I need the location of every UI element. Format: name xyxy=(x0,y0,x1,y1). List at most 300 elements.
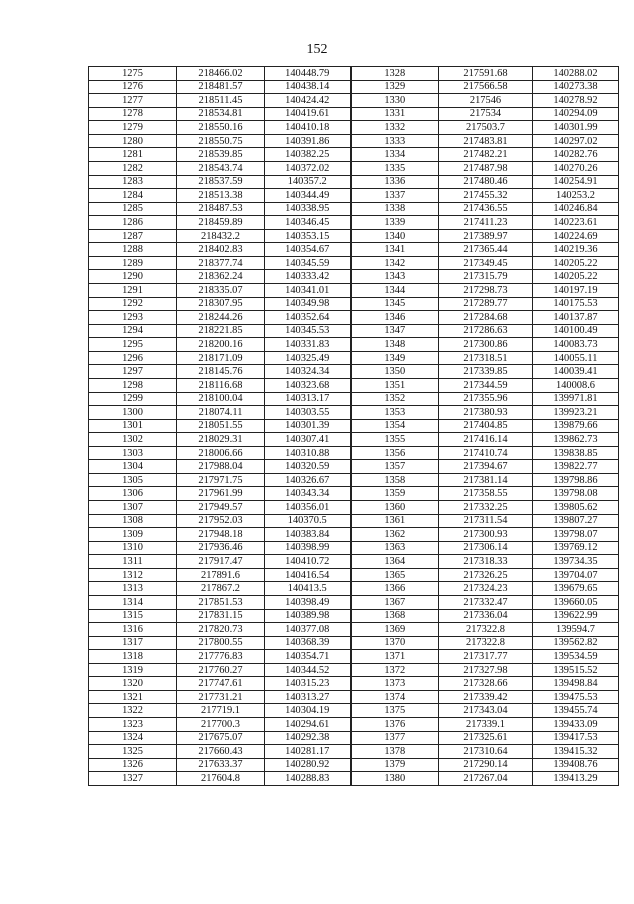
cell-x-coordinate: 217325.61 xyxy=(439,731,533,745)
cell-x-coordinate: 218335.07 xyxy=(177,284,265,298)
cell-point-number: 1307 xyxy=(89,501,177,515)
cell-x-coordinate: 217820.73 xyxy=(177,623,265,637)
cell-x-coordinate: 218513.38 xyxy=(177,189,265,203)
cell-y-coordinate: 140424.42 xyxy=(265,94,351,108)
cell-x-coordinate: 217343.04 xyxy=(439,704,533,718)
cell-y-coordinate: 140313.17 xyxy=(265,392,351,406)
cell-point-number: 1355 xyxy=(351,433,439,447)
cell-x-coordinate: 217675.07 xyxy=(177,731,265,745)
cell-point-number: 1373 xyxy=(351,677,439,691)
cell-x-coordinate: 217389.97 xyxy=(439,229,533,243)
cell-x-coordinate: 217381.14 xyxy=(439,473,533,487)
table-row xyxy=(89,433,619,447)
cell-x-coordinate: 217365.44 xyxy=(439,243,533,257)
cell-y-coordinate: 140368.39 xyxy=(265,636,351,650)
cell-point-number: 1325 xyxy=(89,745,177,759)
cell-point-number: 1365 xyxy=(351,568,439,582)
cell-y-coordinate: 139498.84 xyxy=(533,677,619,691)
cell-x-coordinate: 217480.46 xyxy=(439,175,533,189)
cell-y-coordinate: 139408.76 xyxy=(533,758,619,772)
cell-y-coordinate: 139594.7 xyxy=(533,623,619,637)
cell-x-coordinate: 217286.63 xyxy=(439,324,533,338)
cell-point-number: 1353 xyxy=(351,406,439,420)
cell-y-coordinate: 140039.41 xyxy=(533,365,619,379)
cell-x-coordinate: 217416.14 xyxy=(439,433,533,447)
cell-y-coordinate: 140197.19 xyxy=(533,284,619,298)
cell-y-coordinate: 140278.92 xyxy=(533,94,619,108)
cell-point-number: 1282 xyxy=(89,161,177,175)
table-row xyxy=(89,121,619,135)
table-row xyxy=(89,134,619,148)
cell-y-coordinate: 140307.41 xyxy=(265,433,351,447)
cell-y-coordinate: 139838.85 xyxy=(533,446,619,460)
cell-x-coordinate: 217318.33 xyxy=(439,555,533,569)
cell-point-number: 1301 xyxy=(89,419,177,433)
cell-point-number: 1300 xyxy=(89,406,177,420)
cell-y-coordinate: 140246.84 xyxy=(533,202,619,216)
cell-y-coordinate: 140410.72 xyxy=(265,555,351,569)
cell-x-coordinate: 218534.81 xyxy=(177,107,265,121)
cell-x-coordinate: 217867.2 xyxy=(177,582,265,596)
table-row xyxy=(89,623,619,637)
cell-point-number: 1366 xyxy=(351,582,439,596)
cell-y-coordinate: 140270.26 xyxy=(533,161,619,175)
cell-y-coordinate: 140326.67 xyxy=(265,473,351,487)
cell-y-coordinate: 140219.36 xyxy=(533,243,619,257)
table-row xyxy=(89,94,619,108)
table-row xyxy=(89,311,619,325)
cell-y-coordinate: 140304.19 xyxy=(265,704,351,718)
cell-y-coordinate: 140391.86 xyxy=(265,134,351,148)
cell-point-number: 1294 xyxy=(89,324,177,338)
table-row xyxy=(89,718,619,732)
cell-y-coordinate: 139805.62 xyxy=(533,501,619,515)
cell-x-coordinate: 218402.83 xyxy=(177,243,265,257)
cell-point-number: 1312 xyxy=(89,568,177,582)
cell-x-coordinate: 217318.51 xyxy=(439,351,533,365)
table-row xyxy=(89,731,619,745)
cell-x-coordinate: 217289.77 xyxy=(439,297,533,311)
cell-y-coordinate: 140344.52 xyxy=(265,663,351,677)
cell-x-coordinate: 218145.76 xyxy=(177,365,265,379)
cell-x-coordinate: 218487.53 xyxy=(177,202,265,216)
cell-y-coordinate: 140083.73 xyxy=(533,338,619,352)
cell-y-coordinate: 140341.01 xyxy=(265,284,351,298)
table-row xyxy=(89,541,619,555)
cell-point-number: 1324 xyxy=(89,731,177,745)
cell-point-number: 1344 xyxy=(351,284,439,298)
cell-point-number: 1371 xyxy=(351,650,439,664)
cell-point-number: 1290 xyxy=(89,270,177,284)
cell-y-coordinate: 140356.01 xyxy=(265,501,351,515)
cell-y-coordinate: 140346.45 xyxy=(265,216,351,230)
coordinates-table xyxy=(88,66,619,786)
table-row xyxy=(89,148,619,162)
table-row xyxy=(89,758,619,772)
cell-point-number: 1322 xyxy=(89,704,177,718)
cell-point-number: 1340 xyxy=(351,229,439,243)
cell-point-number: 1284 xyxy=(89,189,177,203)
cell-y-coordinate: 139475.53 xyxy=(533,690,619,704)
cell-y-coordinate: 139704.07 xyxy=(533,568,619,582)
cell-x-coordinate: 218550.16 xyxy=(177,121,265,135)
cell-y-coordinate: 139798.86 xyxy=(533,473,619,487)
cell-point-number: 1309 xyxy=(89,528,177,542)
table-row xyxy=(89,704,619,718)
cell-x-coordinate: 217411.23 xyxy=(439,216,533,230)
cell-point-number: 1296 xyxy=(89,351,177,365)
cell-y-coordinate: 140301.39 xyxy=(265,419,351,433)
cell-y-coordinate: 140354.67 xyxy=(265,243,351,257)
cell-point-number: 1315 xyxy=(89,609,177,623)
cell-point-number: 1354 xyxy=(351,419,439,433)
cell-point-number: 1343 xyxy=(351,270,439,284)
table-row xyxy=(89,528,619,542)
cell-y-coordinate: 140338.95 xyxy=(265,202,351,216)
cell-point-number: 1367 xyxy=(351,595,439,609)
cell-y-coordinate: 140008.6 xyxy=(533,378,619,392)
cell-point-number: 1345 xyxy=(351,297,439,311)
cell-y-coordinate: 140389.98 xyxy=(265,609,351,623)
cell-point-number: 1334 xyxy=(351,148,439,162)
table-row xyxy=(89,446,619,460)
cell-y-coordinate: 139807.27 xyxy=(533,514,619,528)
cell-y-coordinate: 140419.61 xyxy=(265,107,351,121)
table-row xyxy=(89,229,619,243)
cell-y-coordinate: 140382.25 xyxy=(265,148,351,162)
cell-x-coordinate: 218466.02 xyxy=(177,67,265,81)
cell-point-number: 1291 xyxy=(89,284,177,298)
cell-x-coordinate: 217503.7 xyxy=(439,121,533,135)
cell-y-coordinate: 140301.99 xyxy=(533,121,619,135)
cell-y-coordinate: 140100.49 xyxy=(533,324,619,338)
cell-y-coordinate: 140310.88 xyxy=(265,446,351,460)
cell-x-coordinate: 218074.11 xyxy=(177,406,265,420)
cell-x-coordinate: 217404.85 xyxy=(439,419,533,433)
table-row xyxy=(89,67,619,81)
cell-point-number: 1329 xyxy=(351,80,439,94)
cell-point-number: 1328 xyxy=(351,67,439,81)
cell-x-coordinate: 217315.79 xyxy=(439,270,533,284)
cell-point-number: 1295 xyxy=(89,338,177,352)
cell-x-coordinate: 217660.43 xyxy=(177,745,265,759)
cell-point-number: 1303 xyxy=(89,446,177,460)
cell-y-coordinate: 140357.2 xyxy=(265,175,351,189)
cell-point-number: 1364 xyxy=(351,555,439,569)
cell-point-number: 1313 xyxy=(89,582,177,596)
cell-point-number: 1370 xyxy=(351,636,439,650)
cell-y-coordinate: 140294.09 xyxy=(533,107,619,121)
table-row xyxy=(89,745,619,759)
page-number: 152 xyxy=(306,42,328,57)
cell-point-number: 1372 xyxy=(351,663,439,677)
cell-y-coordinate: 140345.53 xyxy=(265,324,351,338)
cell-y-coordinate: 140345.59 xyxy=(265,256,351,270)
table-row xyxy=(89,175,619,189)
cell-x-coordinate: 217322.8 xyxy=(439,623,533,637)
cell-point-number: 1288 xyxy=(89,243,177,257)
cell-x-coordinate: 217306.14 xyxy=(439,541,533,555)
cell-x-coordinate: 217483.81 xyxy=(439,134,533,148)
table-row xyxy=(89,297,619,311)
table-row xyxy=(89,487,619,501)
cell-y-coordinate: 140353.15 xyxy=(265,229,351,243)
cell-y-coordinate: 140343.34 xyxy=(265,487,351,501)
cell-y-coordinate: 140294.61 xyxy=(265,718,351,732)
cell-point-number: 1316 xyxy=(89,623,177,637)
cell-y-coordinate: 140313.27 xyxy=(265,690,351,704)
cell-point-number: 1281 xyxy=(89,148,177,162)
cell-x-coordinate: 217332.25 xyxy=(439,501,533,515)
cell-x-coordinate: 217760.27 xyxy=(177,663,265,677)
cell-x-coordinate: 217332.47 xyxy=(439,595,533,609)
cell-point-number: 1349 xyxy=(351,351,439,365)
cell-y-coordinate: 140398.99 xyxy=(265,541,351,555)
cell-y-coordinate: 139923.21 xyxy=(533,406,619,420)
cell-point-number: 1377 xyxy=(351,731,439,745)
cell-x-coordinate: 218116.68 xyxy=(177,378,265,392)
table-row xyxy=(89,609,619,623)
cell-point-number: 1283 xyxy=(89,175,177,189)
table-row xyxy=(89,582,619,596)
cell-point-number: 1333 xyxy=(351,134,439,148)
cell-x-coordinate: 218307.95 xyxy=(177,297,265,311)
cell-y-coordinate: 140137.87 xyxy=(533,311,619,325)
cell-y-coordinate: 140253.2 xyxy=(533,189,619,203)
table-row xyxy=(89,772,619,786)
cell-x-coordinate: 217326.25 xyxy=(439,568,533,582)
cell-x-coordinate: 217731.21 xyxy=(177,690,265,704)
cell-x-coordinate: 217311.54 xyxy=(439,514,533,528)
cell-point-number: 1287 xyxy=(89,229,177,243)
table-row xyxy=(89,107,619,121)
table-row xyxy=(89,256,619,270)
cell-x-coordinate: 217284.68 xyxy=(439,311,533,325)
cell-y-coordinate: 140352.64 xyxy=(265,311,351,325)
cell-y-coordinate: 139798.07 xyxy=(533,528,619,542)
cell-point-number: 1319 xyxy=(89,663,177,677)
table-row xyxy=(89,324,619,338)
cell-x-coordinate: 217339.1 xyxy=(439,718,533,732)
table-row xyxy=(89,650,619,664)
cell-y-coordinate: 140273.38 xyxy=(533,80,619,94)
cell-y-coordinate: 140205.22 xyxy=(533,256,619,270)
cell-y-coordinate: 140438.14 xyxy=(265,80,351,94)
cell-x-coordinate: 217776.83 xyxy=(177,650,265,664)
table-row xyxy=(89,663,619,677)
cell-x-coordinate: 217961.99 xyxy=(177,487,265,501)
cell-x-coordinate: 217800.55 xyxy=(177,636,265,650)
cell-point-number: 1330 xyxy=(351,94,439,108)
cell-y-coordinate: 139413.29 xyxy=(533,772,619,786)
cell-y-coordinate: 139433.09 xyxy=(533,718,619,732)
cell-y-coordinate: 140315.23 xyxy=(265,677,351,691)
cell-point-number: 1332 xyxy=(351,121,439,135)
cell-y-coordinate: 140383.84 xyxy=(265,528,351,542)
cell-y-coordinate: 140344.49 xyxy=(265,189,351,203)
cell-point-number: 1376 xyxy=(351,718,439,732)
cell-point-number: 1356 xyxy=(351,446,439,460)
table-row xyxy=(89,555,619,569)
cell-y-coordinate: 140410.18 xyxy=(265,121,351,135)
table-row xyxy=(89,202,619,216)
cell-x-coordinate: 217917.47 xyxy=(177,555,265,569)
cell-y-coordinate: 140333.42 xyxy=(265,270,351,284)
cell-y-coordinate: 140324.34 xyxy=(265,365,351,379)
cell-point-number: 1320 xyxy=(89,677,177,691)
cell-x-coordinate: 217290.14 xyxy=(439,758,533,772)
table-row xyxy=(89,568,619,582)
cell-point-number: 1286 xyxy=(89,216,177,230)
cell-x-coordinate: 218537.59 xyxy=(177,175,265,189)
cell-x-coordinate: 218459.89 xyxy=(177,216,265,230)
cell-point-number: 1360 xyxy=(351,501,439,515)
cell-x-coordinate: 217952.03 xyxy=(177,514,265,528)
cell-point-number: 1336 xyxy=(351,175,439,189)
cell-y-coordinate: 139534.59 xyxy=(533,650,619,664)
cell-point-number: 1351 xyxy=(351,378,439,392)
table-row xyxy=(89,284,619,298)
table-row xyxy=(89,501,619,515)
cell-x-coordinate: 218051.55 xyxy=(177,419,265,433)
cell-y-coordinate: 140354.71 xyxy=(265,650,351,664)
cell-point-number: 1379 xyxy=(351,758,439,772)
cell-y-coordinate: 139822.77 xyxy=(533,460,619,474)
cell-x-coordinate: 218029.31 xyxy=(177,433,265,447)
cell-x-coordinate: 217327.98 xyxy=(439,663,533,677)
cell-point-number: 1326 xyxy=(89,758,177,772)
cell-point-number: 1337 xyxy=(351,189,439,203)
cell-y-coordinate: 140281.17 xyxy=(265,745,351,759)
cell-y-coordinate: 139769.12 xyxy=(533,541,619,555)
cell-point-number: 1298 xyxy=(89,378,177,392)
cell-point-number: 1327 xyxy=(89,772,177,786)
cell-x-coordinate: 217455.32 xyxy=(439,189,533,203)
table-row xyxy=(89,392,619,406)
cell-y-coordinate: 140320.59 xyxy=(265,460,351,474)
cell-x-coordinate: 217936.46 xyxy=(177,541,265,555)
table-row xyxy=(89,595,619,609)
cell-y-coordinate: 140377.08 xyxy=(265,623,351,637)
cell-y-coordinate: 139622.99 xyxy=(533,609,619,623)
cell-y-coordinate: 139562.82 xyxy=(533,636,619,650)
cell-point-number: 1310 xyxy=(89,541,177,555)
cell-x-coordinate: 218200.16 xyxy=(177,338,265,352)
cell-point-number: 1361 xyxy=(351,514,439,528)
cell-y-coordinate: 139862.73 xyxy=(533,433,619,447)
cell-point-number: 1308 xyxy=(89,514,177,528)
cell-y-coordinate: 140282.76 xyxy=(533,148,619,162)
cell-x-coordinate: 217328.66 xyxy=(439,677,533,691)
cell-y-coordinate: 140297.02 xyxy=(533,134,619,148)
cell-x-coordinate: 217591.68 xyxy=(439,67,533,81)
cell-point-number: 1357 xyxy=(351,460,439,474)
table-row xyxy=(89,338,619,352)
table-row xyxy=(89,80,619,94)
cell-x-coordinate: 217566.58 xyxy=(439,80,533,94)
cell-y-coordinate: 140349.98 xyxy=(265,297,351,311)
cell-x-coordinate: 217349.45 xyxy=(439,256,533,270)
cell-x-coordinate: 217339.85 xyxy=(439,365,533,379)
table-row xyxy=(89,406,619,420)
cell-x-coordinate: 217410.74 xyxy=(439,446,533,460)
cell-point-number: 1306 xyxy=(89,487,177,501)
cell-point-number: 1350 xyxy=(351,365,439,379)
table-row xyxy=(89,677,619,691)
cell-x-coordinate: 217700.3 xyxy=(177,718,265,732)
cell-y-coordinate: 139660.05 xyxy=(533,595,619,609)
cell-x-coordinate: 217546 xyxy=(439,94,533,108)
cell-x-coordinate: 217358.55 xyxy=(439,487,533,501)
table-row xyxy=(89,690,619,704)
cell-point-number: 1363 xyxy=(351,541,439,555)
cell-x-coordinate: 217300.86 xyxy=(439,338,533,352)
cell-x-coordinate: 217267.04 xyxy=(439,772,533,786)
cell-x-coordinate: 217300.93 xyxy=(439,528,533,542)
cell-point-number: 1378 xyxy=(351,745,439,759)
cell-x-coordinate: 217948.18 xyxy=(177,528,265,542)
table-row xyxy=(89,378,619,392)
cell-point-number: 1297 xyxy=(89,365,177,379)
cell-y-coordinate: 140292.38 xyxy=(265,731,351,745)
cell-y-coordinate: 140288.02 xyxy=(533,67,619,81)
cell-x-coordinate: 217633.37 xyxy=(177,758,265,772)
cell-y-coordinate: 140288.83 xyxy=(265,772,351,786)
cell-point-number: 1289 xyxy=(89,256,177,270)
table-row xyxy=(89,473,619,487)
cell-point-number: 1368 xyxy=(351,609,439,623)
cell-x-coordinate: 218377.74 xyxy=(177,256,265,270)
cell-point-number: 1302 xyxy=(89,433,177,447)
table-row xyxy=(89,419,619,433)
cell-point-number: 1348 xyxy=(351,338,439,352)
cell-x-coordinate: 217482.21 xyxy=(439,148,533,162)
cell-x-coordinate: 218244.26 xyxy=(177,311,265,325)
cell-point-number: 1292 xyxy=(89,297,177,311)
cell-point-number: 1341 xyxy=(351,243,439,257)
cell-x-coordinate: 218006.66 xyxy=(177,446,265,460)
cell-x-coordinate: 217988.04 xyxy=(177,460,265,474)
cell-x-coordinate: 217394.67 xyxy=(439,460,533,474)
cell-point-number: 1359 xyxy=(351,487,439,501)
table-row xyxy=(89,189,619,203)
cell-point-number: 1380 xyxy=(351,772,439,786)
cell-point-number: 1335 xyxy=(351,161,439,175)
cell-point-number: 1342 xyxy=(351,256,439,270)
cell-y-coordinate: 140254.91 xyxy=(533,175,619,189)
cell-point-number: 1362 xyxy=(351,528,439,542)
cell-x-coordinate: 217339.42 xyxy=(439,690,533,704)
cell-x-coordinate: 217324.23 xyxy=(439,582,533,596)
cell-y-coordinate: 140416.54 xyxy=(265,568,351,582)
cell-y-coordinate: 139971.81 xyxy=(533,392,619,406)
cell-y-coordinate: 139679.65 xyxy=(533,582,619,596)
table-row xyxy=(89,636,619,650)
cell-x-coordinate: 218550.75 xyxy=(177,134,265,148)
cell-y-coordinate: 140224.69 xyxy=(533,229,619,243)
cell-x-coordinate: 217831.15 xyxy=(177,609,265,623)
cell-point-number: 1318 xyxy=(89,650,177,664)
cell-x-coordinate: 217298.73 xyxy=(439,284,533,298)
table-row xyxy=(89,216,619,230)
cell-point-number: 1331 xyxy=(351,107,439,121)
cell-point-number: 1346 xyxy=(351,311,439,325)
table-row xyxy=(89,365,619,379)
cell-x-coordinate: 217336.04 xyxy=(439,609,533,623)
cell-y-coordinate: 139734.35 xyxy=(533,555,619,569)
cell-x-coordinate: 217436.55 xyxy=(439,202,533,216)
cell-y-coordinate: 140370.5 xyxy=(265,514,351,528)
